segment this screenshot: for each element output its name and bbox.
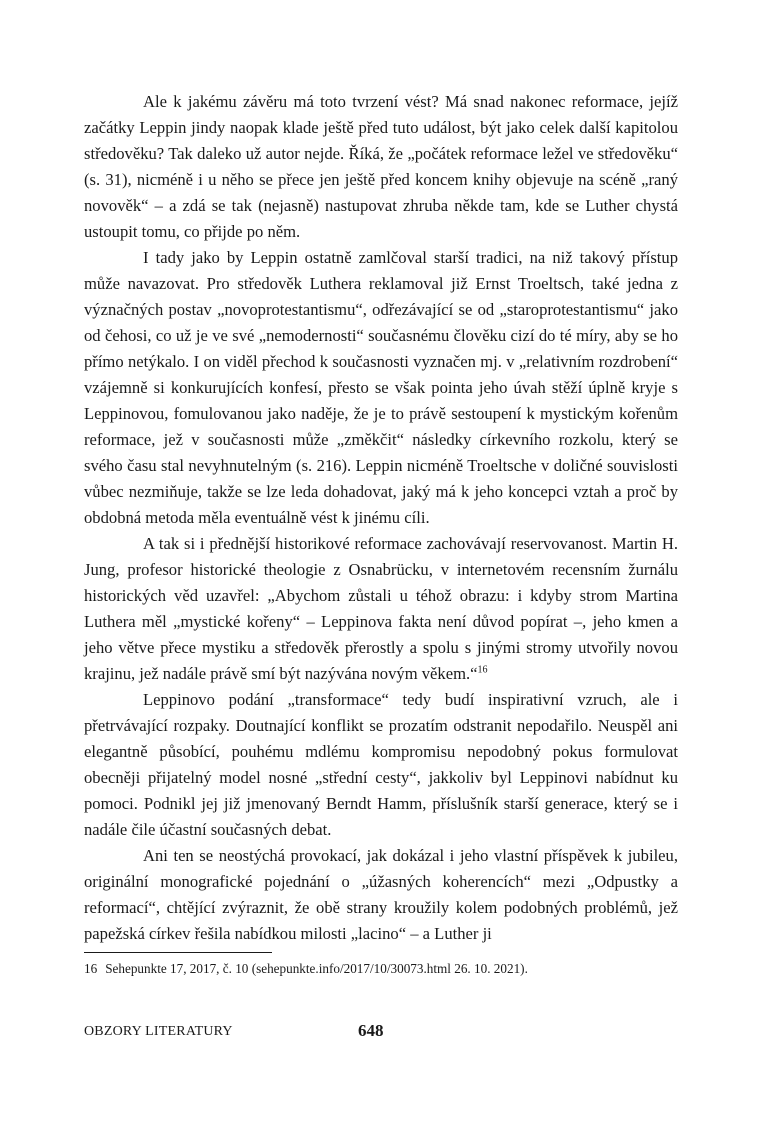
paragraph-2: I tady jako by Leppin ostatně zamlčoval starší tradici, na niž takový přístup může navazovat. Pro středověk Luthera reklamoval již Ernst Troeltsch, také jedna z význačných postav „novoprotestantismu“, odřezávající se od „staroprotestantismu“ jako od čehosi, co už je ve své „nemodernosti“ současnému člověku cizí do té míry, aby se ho přímo netýkalo. I on viděl přechod k současnosti vyznačen mj. v „relativním rozdrobení“ vzájemně si konkurujících konfesí, přesto se však pointa jeho úvah stěží úplně kryje s Leppinovou, fomulovanou jako naděje, že je to právě sestoupení k mystickým kořenům reformace, jež v současnosti může „změkčit“ následky církevního rozkolu, který se svého času stal nevyhnutelným (s. 216). Leppin nicméně Troeltsche v doličné souvislosti vůbec nezmiňuje, takže se lze leda dohadovat, jaký má k jeho koncepci vztah a proč by obdobná metoda měla eventuálně vést k jinému cíli. [84,248,678,527]
paragraph-1: Ale k jakému závěru má toto tvrzení vést? Má snad nakonec reformace, jejíž začátky Leppin jindy naopak klade ještě před tuto událost, být jako celek další kapitolou středověku? Tak daleko už autor nejde. Říká, že „počátek reformace ležel ve středověku“ (s. 31), nicméně i u něho se přece jen ještě před koncem knihy objevuje na scéně „raný novověk“ – a zdá se tak (nejasně) nastupovat zhruba někde tam, kde se Luther chystá ustoupit tomu, co přijde po něm. [84,92,678,241]
paragraph-3-text: A tak si i přednější historikové reformace zachovávají reservovanost. Martin H. Jung, profesor historické theologie z Osnabrücku, v internetovém recensním žurnálu historických věd uzavřel: „Abychom zůstali u téhož obrazu: i kdyby strom Martina Luthera měl „mystické kořeny“ – Leppinova fakta není důvod popírat –, jeho kmen a jeho větve přece mystiku a středověk přerostly a spolu s jinými stromy utvořily novou krajinu, jež nadále právě smí být nazývána novým věkem.“ [84,534,678,683]
footnote [84,960,678,978]
journal-title: OBZORY LITERATURY [84,1024,233,1039]
footnote-divider [84,952,272,953]
footnote-number: 16 [84,961,98,976]
footnote-reference[interactable]: 16 [477,664,488,676]
footnote-text: Sehepunkte 17, 2017, č. 10 (sehepunkte.info/2017/10/30073.html 26. 10. 2021). [105,961,528,976]
body-text [84,89,678,947]
page-number: 648 [358,1021,384,1040]
paragraph-4: Leppinovo podání „transformace“ tedy budí inspirativní vzruch, ale i přetrvávající rozpaky. Doutnající konflikt se prozatím odstranit nepodařilo. Neuspěl ani elegantně působící, pouhému mdlému kompromisu nepodobný pokus formulovat obecněji přijatelný model nosné „střední cesty“, jakkoliv byl Leppinovi nabídnut ku pomoci. Podnikl jej již jmenovaný Berndt Hamm, příslušník starší generace, který se i nadále čile účastní současných debat. [84,690,678,839]
paragraph-5: Ani ten se neostýchá provokací, jak dokázal i jeho vlastní příspěvek k jubileu, originální monografické pojednání o „úžasných koherencích“ mezi „Odpustky a reformací“, chtějící zvýraznit, že obě strany kroužily kolem podobných problémů, jež papežská církev řešila nabídkou milosti „lacino“ – a Luther ji [84,846,678,943]
paragraph-3 [84,531,678,687]
